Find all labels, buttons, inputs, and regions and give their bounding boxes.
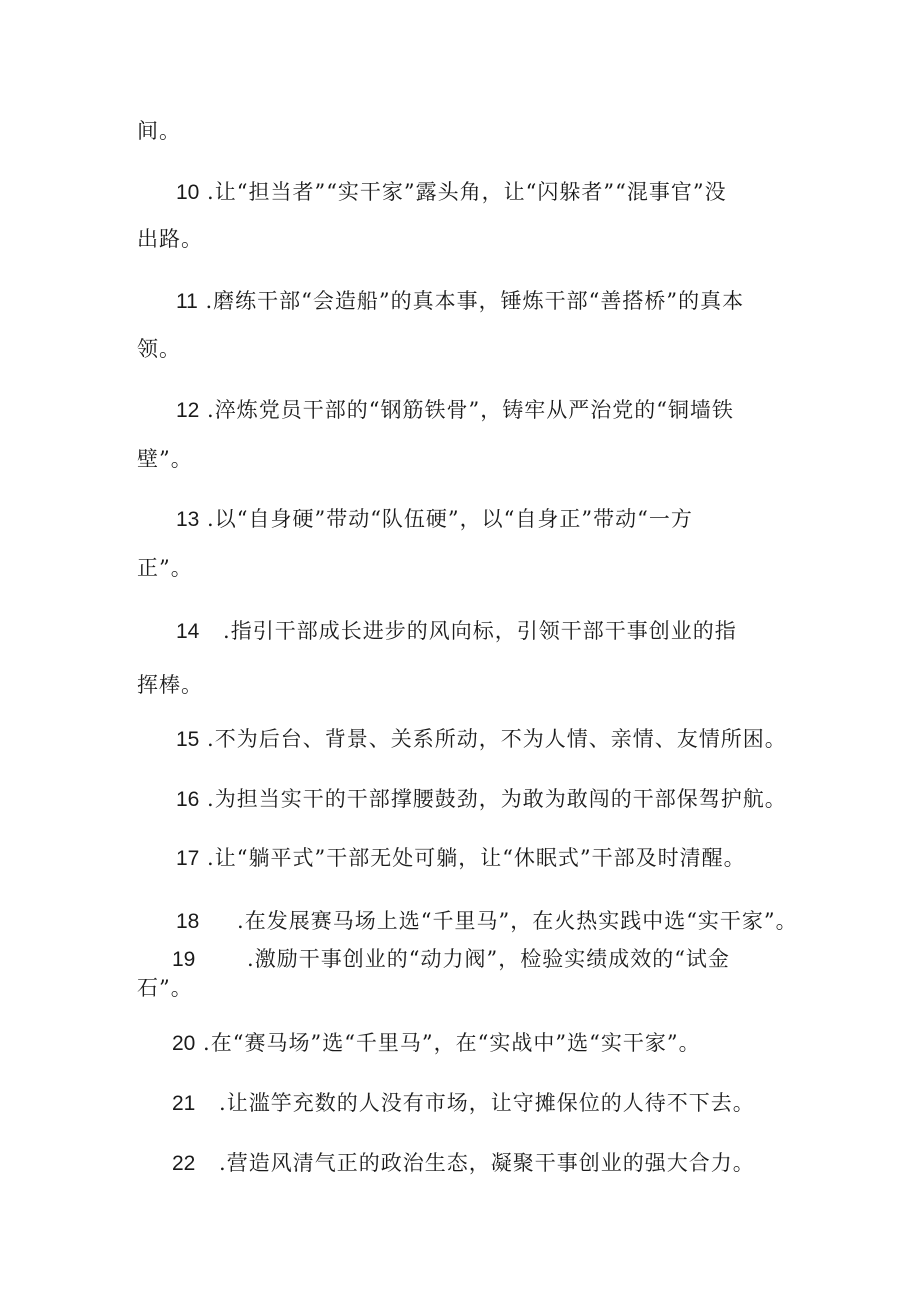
item-text: .营造风清气正的政治生态，凝聚干事创业的强大合力。	[219, 1151, 755, 1175]
item-number: 14	[176, 620, 200, 643]
list-item-21	[172, 1090, 755, 1117]
list-item-20	[172, 1030, 701, 1057]
list-item-13	[176, 506, 693, 533]
item-text: .为担当实干的干部撑腰鼓劲，为敢为敢闯的干部保驾护航。	[207, 787, 787, 811]
list-item-12-cont	[137, 446, 193, 472]
list-item-12	[176, 397, 734, 424]
list-item-14-cont	[137, 672, 203, 698]
list-item-11-cont	[137, 336, 181, 362]
item-text: .让滥竽充数的人没有市场，让守摊保位的人待不下去。	[219, 1091, 755, 1115]
item-number: 15	[176, 728, 200, 751]
continuation-line	[137, 118, 181, 144]
item-text-cont: 正”。	[137, 556, 193, 580]
list-item-16	[176, 786, 787, 813]
item-text: 间。	[137, 119, 181, 143]
item-text: .磨练干部“会造船”的真本事，锤炼干部“善搭桥”的真本	[205, 289, 745, 313]
item-number: 19	[172, 948, 196, 971]
list-item-11	[176, 288, 744, 315]
item-text-cont: 挥棒。	[137, 673, 203, 697]
item-number: 16	[176, 788, 200, 811]
item-text: .让“担当者”“实干家”露头角，让“闪躲者”“混事官”没	[207, 180, 727, 204]
list-item-14	[176, 618, 737, 645]
item-number: 21	[172, 1092, 196, 1115]
list-item-19-cont	[137, 975, 193, 1001]
item-number: 20	[172, 1032, 196, 1055]
list-item-17	[176, 845, 746, 872]
item-number: 12	[176, 399, 200, 422]
item-number: 18	[176, 910, 200, 933]
item-text-cont: 石”。	[137, 976, 193, 1000]
list-item-13-cont	[137, 555, 193, 581]
item-text: .淬炼党员干部的“钢筋铁骨”，铸牢从严治党的“铜墙铁	[207, 398, 734, 422]
item-text: .指引干部成长进步的风向标，引领干部干事创业的指	[223, 619, 737, 643]
list-item-10	[176, 179, 727, 206]
item-text-cont: 出路。	[137, 227, 203, 251]
item-text: .以“自身硬”带动“队伍硬”，以“自身正”带动“一方	[207, 507, 693, 531]
item-number: 11	[176, 290, 198, 313]
item-number: 17	[176, 847, 200, 870]
list-item-22	[172, 1150, 755, 1177]
list-item-18	[176, 908, 798, 935]
item-number: 13	[176, 508, 200, 531]
item-text: .激励干事创业的“动力阀”，检验实绩成效的“试金	[247, 947, 730, 971]
item-text: .不为后台、背景、关系所动，不为人情、亲情、友情所困。	[207, 727, 787, 751]
list-item-15	[176, 726, 787, 753]
list-item-10-cont	[137, 226, 203, 252]
item-text: .在“赛马场”选“千里马”，在“实战中”选“实干家”。	[203, 1031, 701, 1055]
item-number: 10	[176, 181, 200, 204]
item-text: .在发展赛马场上选“千里马”，在火热实践中选“实干家”。	[237, 909, 798, 933]
list-item-19	[172, 946, 730, 973]
item-text-cont: 领。	[137, 337, 181, 361]
item-text-cont: 壁”。	[137, 447, 193, 471]
item-text: .让“躺平式”干部无处可躺，让“休眠式”干部及时清醒。	[207, 846, 746, 870]
item-number: 22	[172, 1152, 196, 1175]
